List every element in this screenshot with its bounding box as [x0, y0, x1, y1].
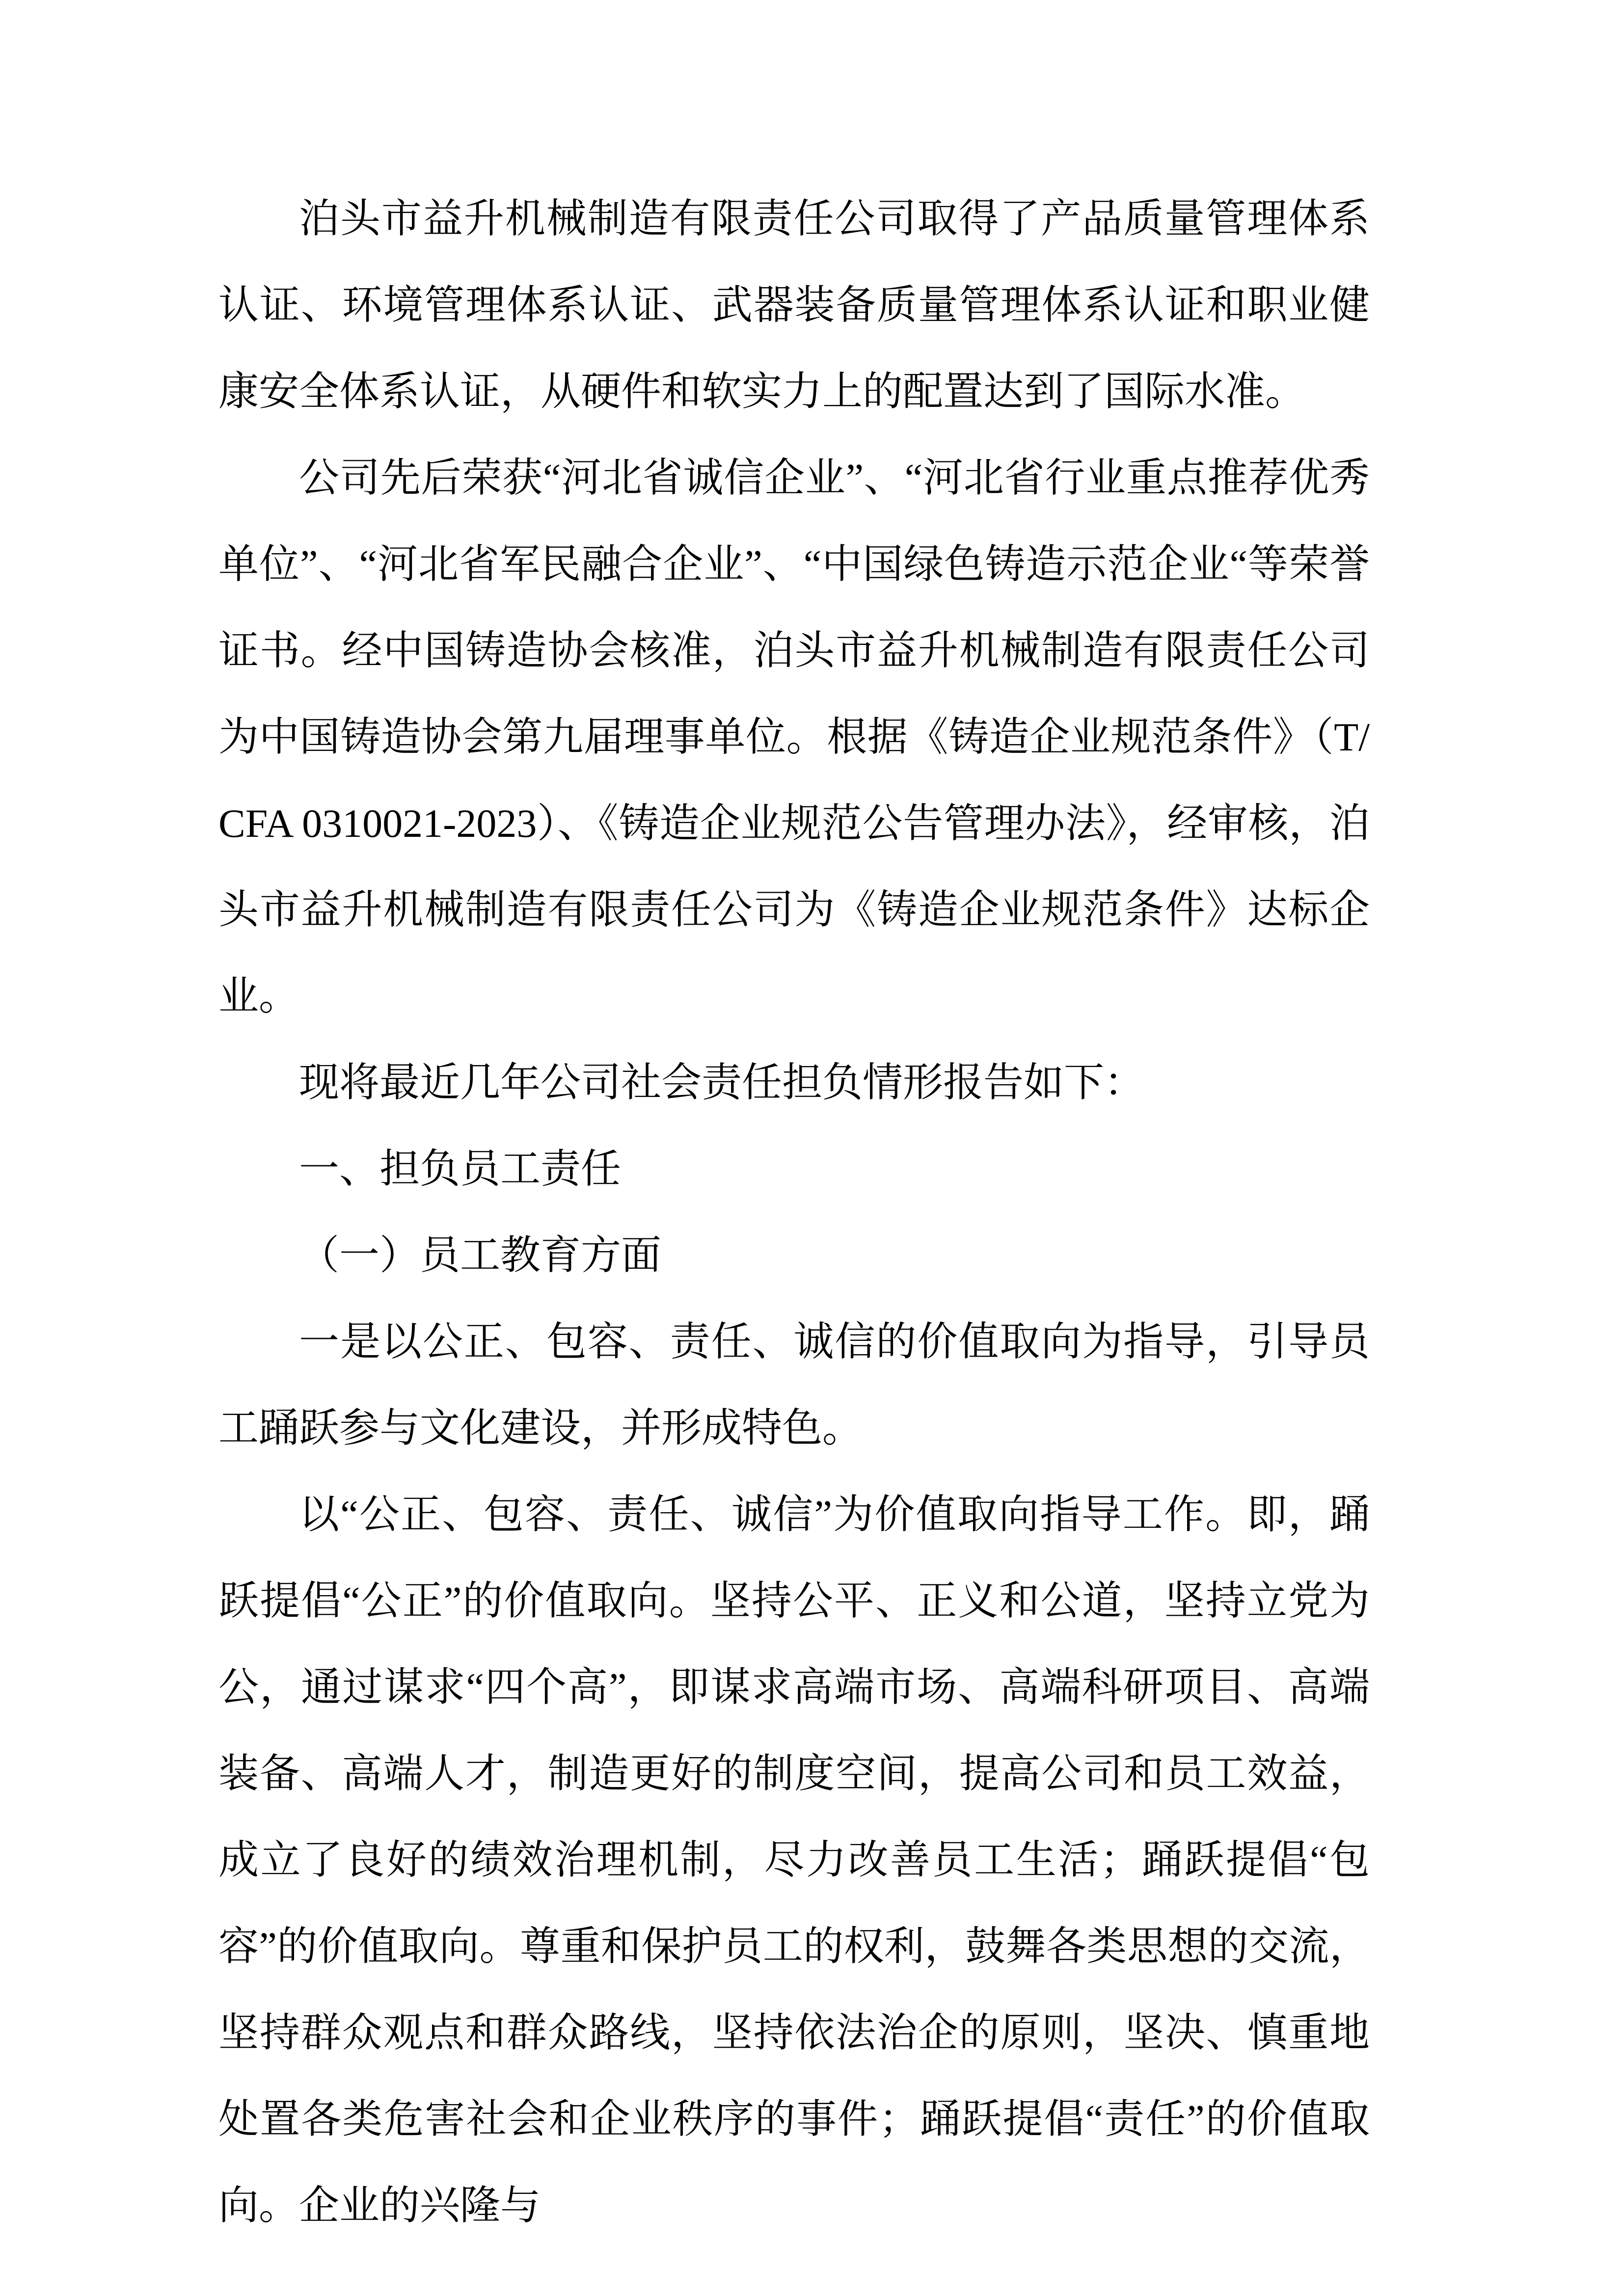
paragraph: （一）员工教育方面	[299, 1233, 662, 1278]
paragraph: 现将最近几年公司社会责任担负情形报告如下：	[299, 1060, 1145, 1105]
paragraph: 一是以公正、包容、责任、诚信的价值取向为指导，引导员工踊跃参与文化建设，并形成特色。	[218, 1319, 1370, 1450]
paragraph: 一、担负员工责任	[299, 1147, 622, 1191]
document-body-text	[218, 176, 1370, 2249]
paragraph: 公司先后荣获“河北省诚信企业”、“河北省行业重点推荐优秀单位”、“河北省军民融合企业”、“中国绿色铸造示范企业“等荣誉证书。经中国铸造协会核准，泊头市益升机械制造有限责任公司为中国铸造协会第九届理事单位。根据《铸造企业规范条件》（T/CFA 0310021-2023）、《铸造企业规范公告管理办法》，经审核，泊头市益升机械制造有限责任公司为《铸造企业规范条件》达标企业。	[218, 455, 1370, 1018]
paragraph: 泊头市益升机械制造有限责任公司取得了产品质量管理体系认证、环境管理体系认证、武器装备质量管理体系认证和职业健康安全体系认证，从硬件和软实力上的配置达到了国际水准。	[218, 196, 1370, 414]
paragraph: 以“公正、包容、责任、诚信”为价值取向指导工作。即，踊跃提倡“公正”的价值取向。坚持公平、正义和公道，坚持立党为公，通过谋求“四个高”，即谋求高端市场、高端科研项目、高端装备、高端人才，制造更好的制度空间，提高公司和员工效益，成立了良好的绩效治理机制，尽力改善员工生活；踊跃提倡“包容”的价值取向。尊重和保护员工的权利，鼓舞各类思想的交流，坚持群众观点和群众路线，坚持依法治企的原则，坚决、慎重地处置各类危害社会和企业秩序的事件；踊跃提倡“责任”的价值取向。企业的兴隆与	[218, 1492, 1370, 2228]
